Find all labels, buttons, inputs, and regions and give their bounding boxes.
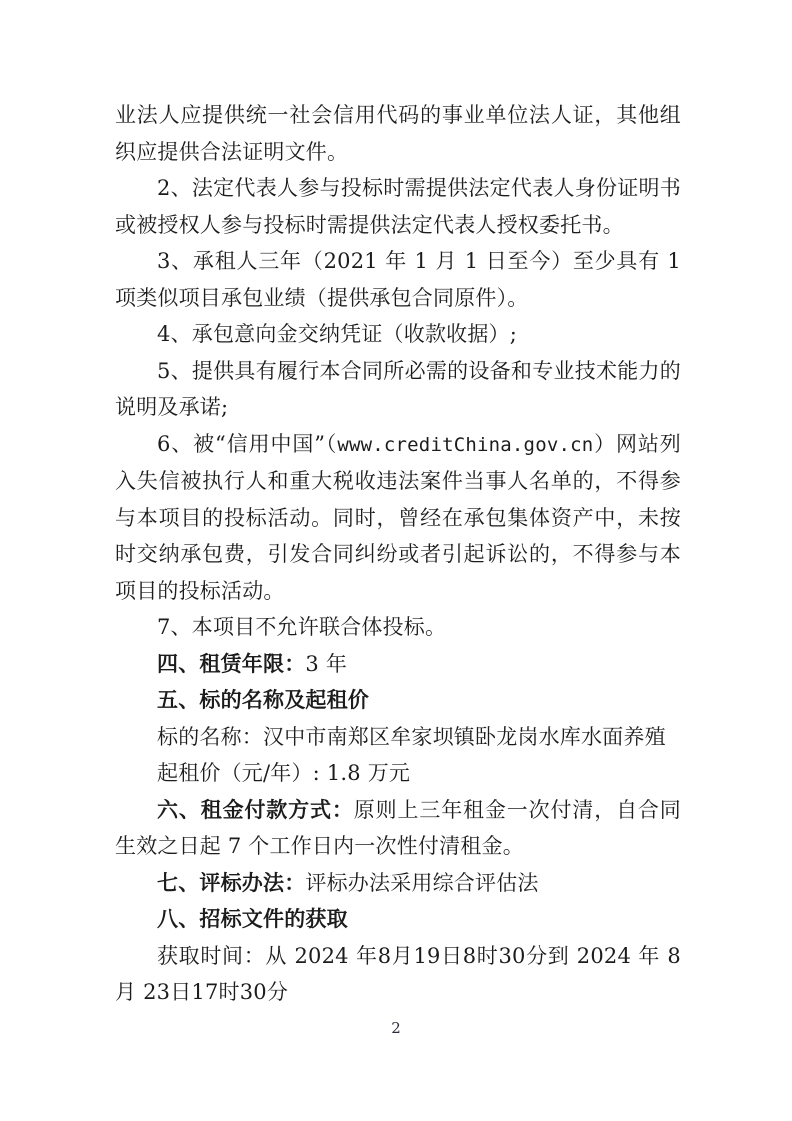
- paragraph-item-5: 5、提供具有履行本合同所必需的设备和专业技术能力的说明及承诺;: [115, 358, 681, 419]
- document-body: [115, 97, 681, 1011]
- paragraph-item-4: 4、承包意向金交纳凭证（收款收据）;: [157, 322, 518, 346]
- acquisition-time-line: 获取时间：从 2024 年8月19日8时30分到 2024 年 8月 23日17时30分: [115, 943, 681, 1004]
- credit-china-url: www.creditChina.gov.cn: [337, 433, 594, 456]
- paragraph-item-3: 3、承租人三年（2021 年 1 月 1 日至今）至少具有 1 项类似项目承包业绩（提供承包合同原件）。: [115, 249, 681, 310]
- item-6-text-before-url: 6、被“信用中国”（: [157, 431, 338, 456]
- section-6-heading: 六、租金付款方式：: [157, 796, 354, 822]
- section-5-subject-heading: [115, 682, 681, 719]
- page-number: 2: [391, 1019, 401, 1037]
- paragraph-item-7: 7、本项目不允许联合体投标。: [157, 615, 447, 639]
- section-4-lease-term: [115, 646, 681, 683]
- section-8-heading: 八、招标文件的获取: [157, 906, 348, 931]
- section-5-heading: 五、标的名称及起租价: [157, 687, 369, 712]
- paragraph-continuation: 业法人应提供统一社会信用代码的事业单位法人证，其他组织应提供合法证明文件。: [115, 103, 681, 164]
- section-4-heading: 四、租赁年限：: [157, 650, 306, 676]
- section-6-payment-method: [115, 792, 681, 865]
- section-7-heading: 七、评标办法：: [157, 869, 306, 895]
- section-4-value: 3 年: [305, 651, 348, 676]
- section-8-document-acquisition: [115, 901, 681, 938]
- starting-rent-line: 起租价（元/年）: 1.8 万元: [157, 761, 411, 785]
- item-6-text-after-url: ）网站列入失信被执行人和重大税收违法案件当事人名单的，不得参与本项目的投标活动。同时，曾经在承包集体资产中，未按时交纳承包费，引发合同纠纷或者引起诉讼的，不得参与本项目的投标活动。: [115, 431, 681, 603]
- section-6-value: 原则上三年租金一次付清，自合同生效之日起 7 个工作日内一次性付清租金。: [115, 797, 681, 858]
- section-7-value: 评标办法采用综合评估法: [305, 870, 539, 895]
- subject-name-line: 标的名称：汉中市南郑区牟家坝镇卧龙岗水库水面养殖: [157, 724, 666, 749]
- paragraph-item-2: 2、法定代表人参与投标时需提供法定代表人身份证明书或被授权人参与投标时需提供法定代表人授权委托书。: [115, 176, 681, 237]
- paragraph-item-6: [115, 426, 681, 610]
- section-7-evaluation-method: [115, 865, 681, 902]
